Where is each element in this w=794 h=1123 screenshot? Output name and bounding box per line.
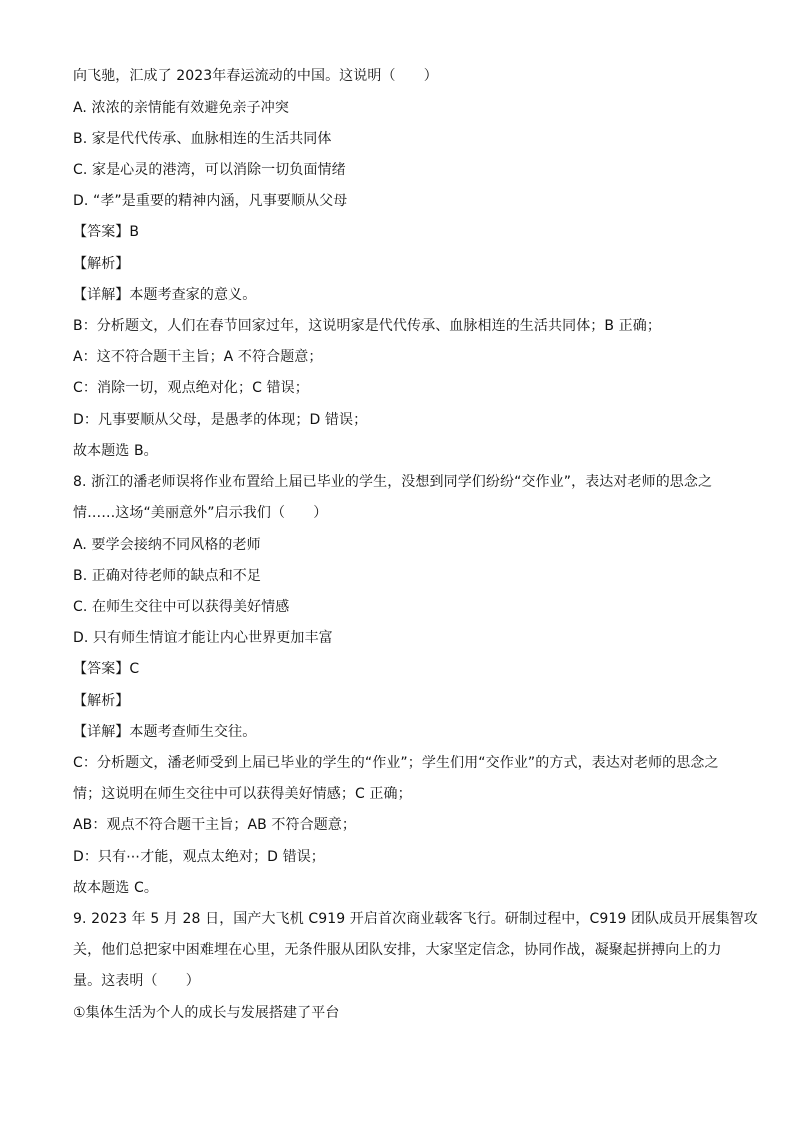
question-8-conclusion: 故本题选 C。	[73, 880, 158, 896]
question-9-statement-1: ①集体生活为个人的成长与发展搭建了平台	[73, 1005, 340, 1021]
question-8-option-a: A. 要学会接纳不同风格的老师	[73, 537, 261, 553]
question-8-detail-intro: 【详解】本题考查师生交往。	[73, 724, 257, 740]
question-9-stem-line-2: 关，他们总把家中困难埋在心里，无条件服从团队安排，大家坚定信念，协同作战，凝聚起拼搏向上的力	[73, 942, 722, 958]
question-7-option-b: B. 家是代代传承、血脉相连的生活共同体	[73, 131, 332, 147]
question-9-stem-line-1: 9. 2023 年 5 月 28 日，国产大飞机 C919 开启首次商业载客飞行。研制过程中，C919 团队成员开展集智攻	[73, 911, 758, 927]
question-7-detail-b: B：分析题文，人们在春节回家过年，这说明家是代代传承、血脉相连的生活共同体；B 正确；	[73, 318, 661, 334]
question-7-detail-c: C：消除一切，观点绝对化；C 错误；	[73, 380, 309, 396]
question-7-detail-a: A：这不符合题干主旨；A 不符合题意；	[73, 349, 323, 365]
question-8-detail-c-line-1: C：分析题文，潘老师受到上届已毕业的学生的“作业”；学生们用“交作业”的方式，表达对老师的思念之	[73, 755, 719, 771]
question-8-option-c: C. 在师生交往中可以获得美好情感	[73, 599, 290, 615]
question-8-stem-line-1: 8. 浙江的潘老师误将作业布置给上届已毕业的学生，没想到同学们纷纷“交作业”，表达对老师的思念之	[73, 474, 713, 490]
question-8-detail-ab: AB：观点不符合题干主旨；AB 不符合题意；	[73, 817, 357, 833]
question-7-answer: 【答案】B	[73, 224, 140, 240]
question-8-answer: 【答案】C	[73, 661, 140, 677]
question-9-stem-line-3: 量。这表明（ ）	[73, 973, 200, 989]
question-8-option-d: D. 只有师生情谊才能让内心世界更加丰富	[73, 630, 333, 646]
question-8-analysis-heading: 【解析】	[73, 693, 130, 709]
question-7-stem-tail: 向飞驰，汇成了 2023年春运流动的中国。这说明（ ）	[73, 68, 438, 84]
question-8-detail-c-line-2: 情；这说明在师生交往中可以获得美好情感；C 正确；	[73, 786, 412, 802]
question-7-analysis-heading: 【解析】	[73, 256, 130, 272]
question-7-option-d: D. “孝”是重要的精神内涵，凡事要顺从父母	[73, 193, 348, 209]
question-7-conclusion: 故本题选 B。	[73, 443, 158, 459]
question-7-detail-intro: 【详解】本题考查家的意义。	[73, 287, 257, 303]
question-8-option-b: B. 正确对待老师的缺点和不足	[73, 568, 262, 584]
question-8-stem-line-2: 情……这场“美丽意外”启示我们（ ）	[73, 505, 328, 521]
question-7-detail-d: D：凡事要顺从父母，是愚孝的体现；D 错误；	[73, 412, 368, 428]
question-7-option-a: A. 浓浓的亲情能有效避免亲子冲突	[73, 100, 289, 116]
question-7-option-c: C. 家是心灵的港湾，可以消除一切负面情绪	[73, 162, 346, 178]
question-8-detail-d: D：只有⋯才能，观点太绝对；D 错误；	[73, 849, 325, 865]
